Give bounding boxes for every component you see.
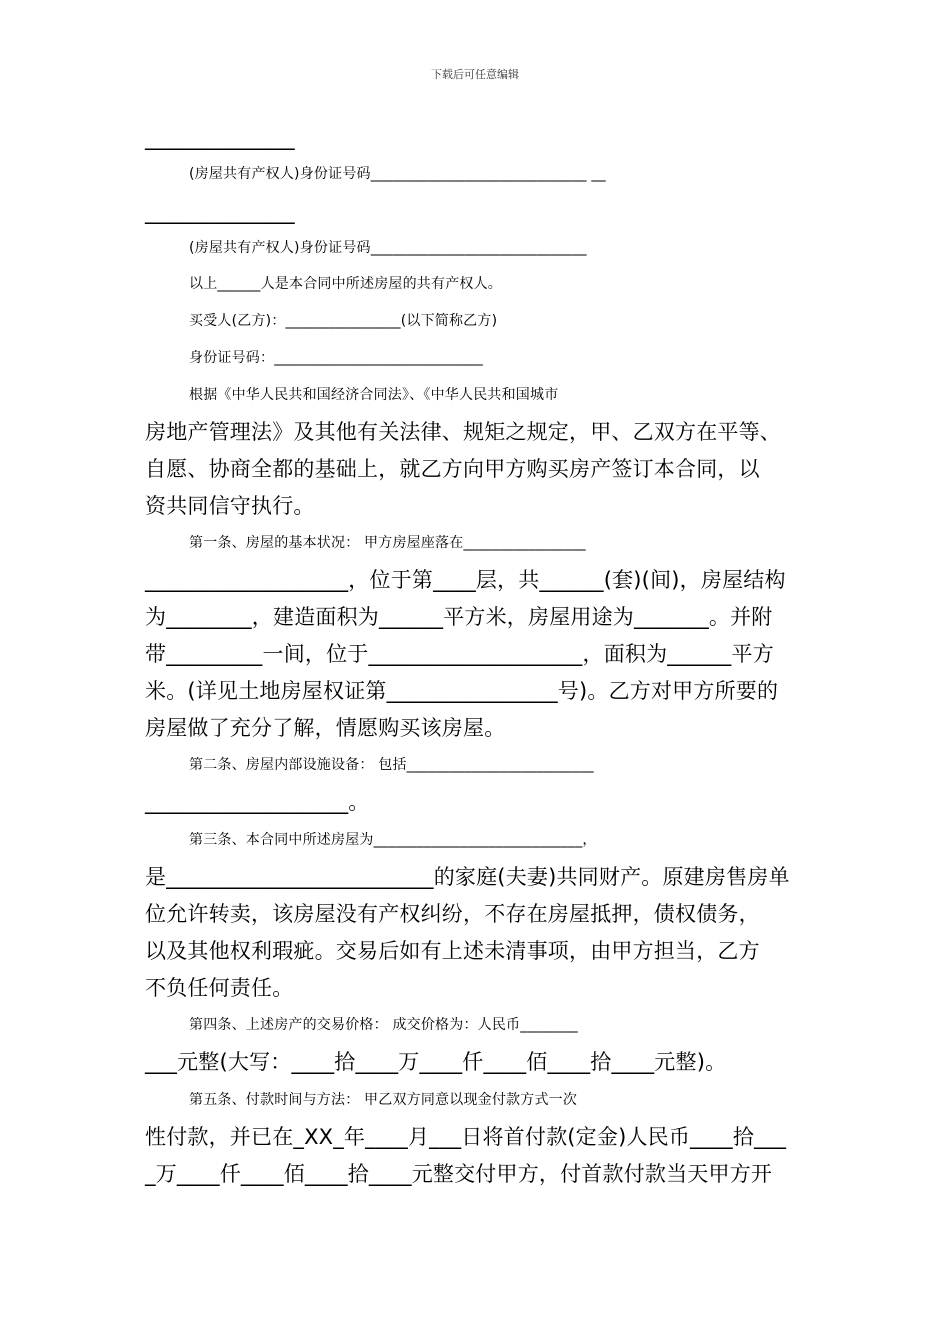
text-line: (房屋共有产权人)身份证号码______________________________ (189, 240, 587, 256)
text-line: 为________，建造面积为______平方米，房屋用途为_______。并附 (145, 605, 773, 629)
text-line: 第二条、房屋内部设施设备： 包括__________________________ (189, 757, 594, 773)
text-line: 第五条、付款时间与方法： 甲乙双方同意以现金付款方式一次 (189, 1092, 578, 1108)
text-line: ___元整(大写：____拾____万____仟____佰____拾____元整)。 (145, 1050, 727, 1074)
text-line: 身份证号码：_____________________________ (189, 350, 483, 366)
text-line: 是_________________________的家庭(夫妻)共同财产。原建房售房单 (145, 865, 790, 889)
text-line: 性付款，并已在_XX_年____月___日将首付款(定金)人民币____拾___ (145, 1125, 787, 1149)
text-line: ___________________。 (145, 790, 370, 814)
text-line: 买受人(乙方)：________________(以下简称乙方) (189, 313, 498, 329)
text-line: 资共同信守执行。 (145, 494, 315, 518)
text-line: 位允许转卖，该房屋没有产权纠纷，不存在房屋抵押，债权债务， (145, 902, 760, 926)
text-line: 米。(详见土地房屋权证第________________号)。乙方对甲方所要的 (145, 679, 779, 703)
text-line: (房屋共有产权人)身份证号码______________________________ __ (189, 166, 606, 182)
text-line: 以及其他权利瑕疵。交易后如有上述未清事项，由甲方担当，乙方 (145, 939, 760, 963)
text-line: ___________________，位于第____层，共______(套)(间)，房屋结构 (145, 568, 786, 592)
text-line: 房屋做了充分了解，情愿购买该房屋。 (145, 716, 506, 740)
text-line: 第四条、上述房产的交易价格： 成交价格为：人民币________ (189, 1017, 578, 1033)
text-line: 根据《中华人民共和国经济合同法》、《中华人民共和国城市 (189, 387, 559, 403)
text-line: ______________ (145, 200, 295, 224)
page-header: 下载后可任意编辑 (431, 68, 519, 81)
text-line: 以上______人是本合同中所述房屋的共有产权人。 (189, 276, 502, 292)
text-line: 第一条、房屋的基本状况： 甲方房屋座落在_________________ (189, 535, 586, 551)
text-line: _万____仟____佰____拾____元整交付甲方，付首款付款当天甲方开 (145, 1162, 773, 1186)
text-line: ______________ (145, 126, 295, 150)
text-line: 不负任何责任。 (145, 976, 294, 1000)
text-line: 带_________一间，位于____________________，面积为______平方 (145, 642, 774, 666)
text-line: 房地产管理法》及其他有关法律、规矩之规定，甲、乙双方在平等、 (145, 420, 781, 444)
text-line: 第三条、本合同中所述房屋为_____________________________， (189, 832, 597, 848)
text-line: 自愿、协商全都的基础上，就乙方向甲方购买房产签订本合同，以 (145, 457, 760, 481)
